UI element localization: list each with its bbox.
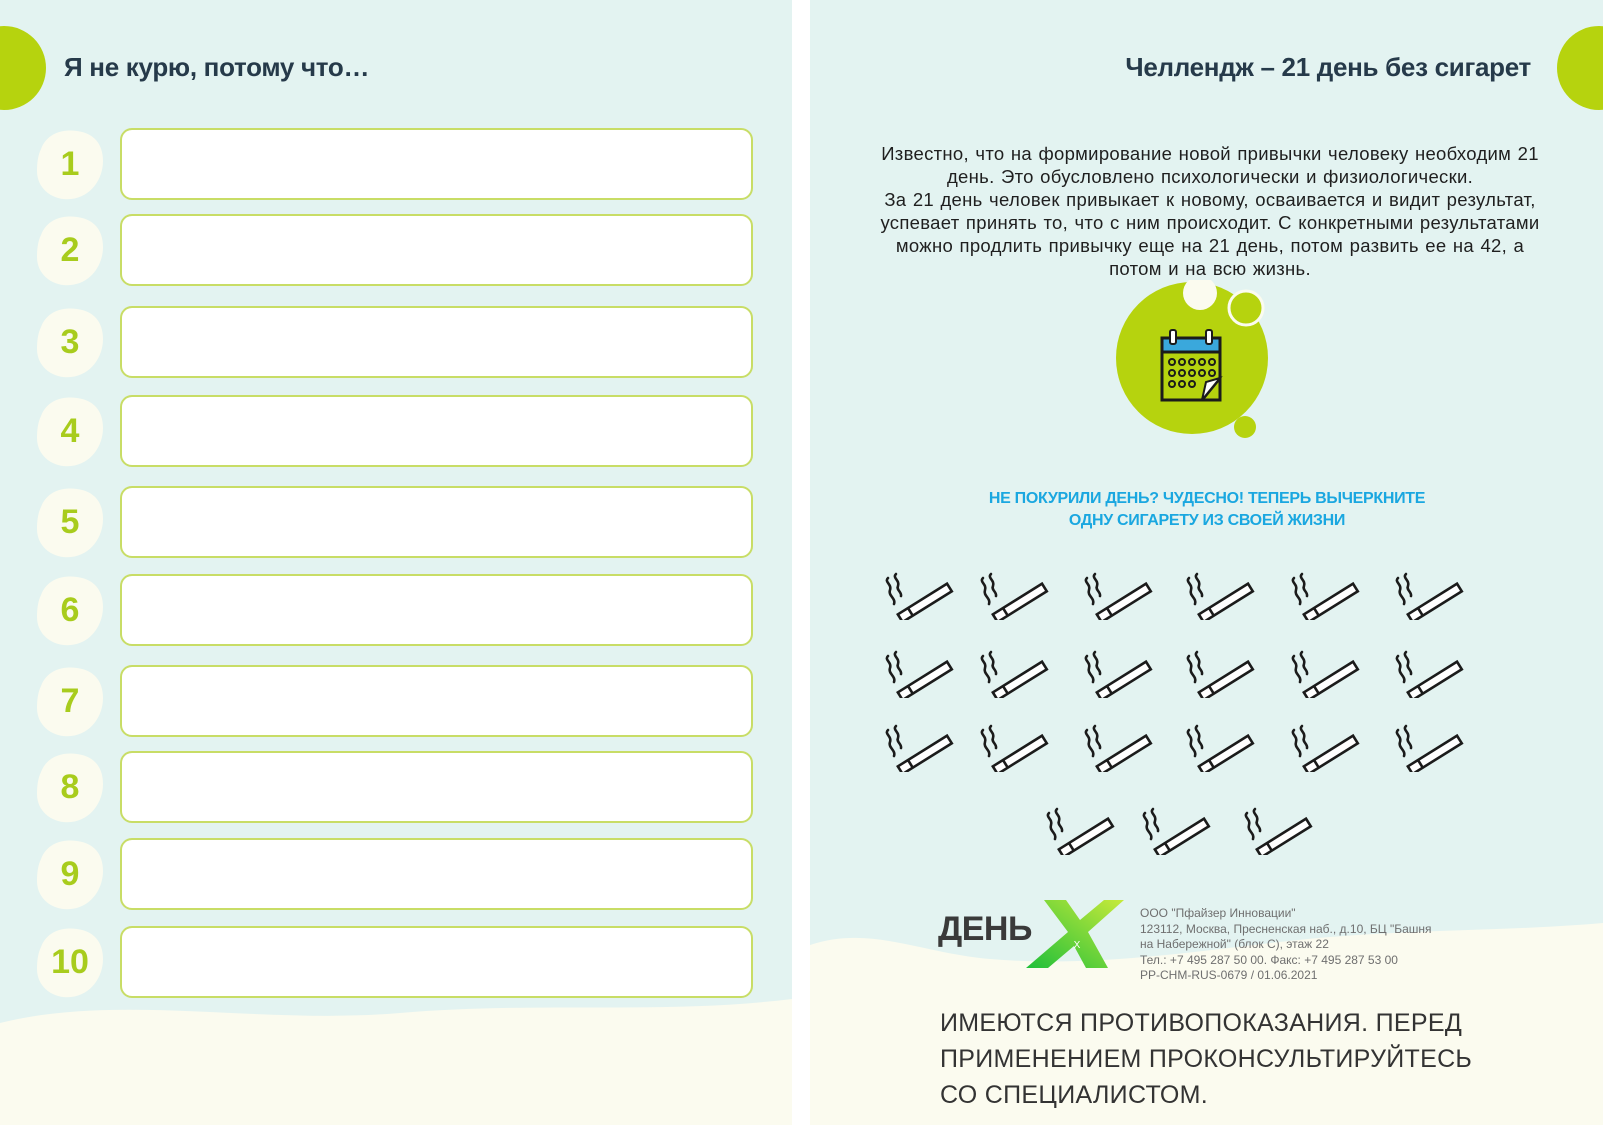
description-line: потом и на всю жизнь.: [1109, 258, 1311, 279]
cigarette-icon[interactable]: [1392, 646, 1468, 698]
cigarette-icon[interactable]: [1043, 803, 1119, 855]
cigarette-icon[interactable]: [1392, 720, 1468, 772]
cigarette-icon[interactable]: [1241, 803, 1317, 855]
number-badge: [33, 664, 107, 738]
cigarette-icon[interactable]: [882, 720, 958, 772]
reason-number: 2: [60, 231, 80, 269]
cigarette-icon[interactable]: [977, 720, 1053, 772]
warning-line: СО СПЕЦИАЛИСТОМ.: [940, 1081, 1209, 1109]
reason-answer-field[interactable]: [120, 214, 753, 286]
reason-row: [0, 213, 792, 287]
cigarette-icon[interactable]: [1081, 720, 1157, 772]
cigarette-icon[interactable]: [1139, 803, 1215, 855]
company-line: ООО "Пфайзер Инновации": [1140, 906, 1296, 920]
reason-row: [0, 305, 792, 379]
description-line: можно продлить привычку еще на 21 день, потом развить ее на 42, а: [895, 235, 1525, 256]
reason-answer-field[interactable]: [120, 395, 753, 467]
number-badge: [33, 305, 107, 379]
number-badge: [33, 394, 107, 468]
reason-answer-field[interactable]: [120, 926, 753, 998]
warning-line: ИМЕЮТСЯ ПРОТИВОПОКАЗАНИЯ. ПЕРЕД: [940, 1009, 1463, 1037]
cigarette-icon[interactable]: [1081, 568, 1157, 620]
reason-row: [0, 664, 792, 738]
page-title: Я не курю, потому что…: [64, 52, 370, 82]
company-line: на Набережной" (блок С), этаж 22: [1140, 937, 1329, 951]
company-line: PP-CHM-RUS-0679 / 01.06.2021: [1140, 968, 1318, 982]
challenge-description: [855, 142, 1565, 280]
reason-row: [0, 573, 792, 647]
reason-number: 3: [60, 323, 80, 361]
reason-answer-field[interactable]: [120, 838, 753, 910]
description-line: Известно, что на формирование новой привычки человеку необходим 21: [881, 143, 1539, 164]
reason-number: 10: [51, 943, 89, 981]
reason-answer-field[interactable]: [120, 486, 753, 558]
reason-row: [0, 485, 792, 559]
reason-row: [0, 925, 792, 999]
number-badge: [33, 485, 107, 559]
cigarette-icon[interactable]: [1183, 568, 1259, 620]
reason-number: 9: [60, 855, 80, 893]
reason-row: [0, 750, 792, 824]
reason-list: [0, 0, 792, 1125]
company-line: Тел.: +7 495 287 50 00. Факс: +7 495 287 53 00: [1140, 952, 1398, 967]
reason-answer-field[interactable]: [120, 306, 753, 378]
logo-mark-text: X: [1073, 940, 1081, 951]
reason-answer-field[interactable]: [120, 128, 753, 200]
warning-line: ПРИМЕНЕНИЕМ ПРОКОНСУЛЬТИРУЙТЕСЬ: [940, 1045, 1473, 1073]
instruction-line: НЕ ПОКУРИЛИ ДЕНЬ? ЧУДЕСНО! ТЕПЕРЬ ВЫЧЕРКНИТЕ: [988, 490, 1426, 507]
reason-answer-field[interactable]: [120, 751, 753, 823]
description-line: За 21 день человек привыкает к новому, осваивается и видит результат,: [884, 189, 1536, 210]
description-line: день. Это обусловлено психологически и физиологически.: [946, 166, 1474, 187]
reason-row: [0, 837, 792, 911]
reason-answer-field[interactable]: [120, 665, 753, 737]
number-badge: [33, 213, 107, 287]
brand-logo: [938, 898, 1138, 968]
cigarette-icon[interactable]: [1183, 720, 1259, 772]
logo-text: ДЕНЬ: [938, 910, 1032, 948]
cigarette-icon[interactable]: [977, 646, 1053, 698]
number-badge: [33, 750, 107, 824]
reason-number: 1: [60, 145, 80, 183]
contraindications-warning: [940, 1005, 1540, 1113]
reason-number: 8: [60, 768, 80, 806]
cigarette-icon[interactable]: [1288, 646, 1364, 698]
cigarette-icon[interactable]: [1392, 568, 1468, 620]
reason-row: [0, 127, 792, 201]
cigarette-icon[interactable]: [1288, 720, 1364, 772]
reason-number: 6: [60, 591, 80, 629]
cigarette-icon[interactable]: [977, 568, 1053, 620]
decorative-circle: [1557, 26, 1603, 110]
cigarette-icon[interactable]: [882, 646, 958, 698]
reason-answer-field[interactable]: [120, 574, 753, 646]
reason-row: [0, 394, 792, 468]
cigarette-icon[interactable]: [1081, 646, 1157, 698]
description-line: успевает принять то, что с ним происходит. С конкретными результатами: [880, 212, 1540, 233]
page-title: Челлендж – 21 день без сигарет: [1125, 52, 1531, 82]
number-badge: [33, 925, 107, 999]
number-badge: [33, 127, 107, 201]
instruction-line: ОДНУ СИГАРЕТУ ИЗ СВОЕЙ ЖИЗНИ: [1068, 512, 1346, 529]
calendar-illustration: [1110, 280, 1290, 450]
cigarette-icon[interactable]: [882, 568, 958, 620]
challenge-instruction: [962, 488, 1452, 532]
reason-number: 5: [60, 503, 80, 541]
number-badge: [33, 573, 107, 647]
company-info: [1140, 906, 1432, 984]
number-badge: [33, 837, 107, 911]
reason-number: 4: [60, 412, 80, 450]
reason-number: 7: [60, 682, 80, 720]
cigarette-icon[interactable]: [1183, 646, 1259, 698]
cigarette-icon[interactable]: [1288, 568, 1364, 620]
company-line: 123112, Москва, Пресненская наб., д.10, БЦ "Башня: [1140, 921, 1432, 936]
